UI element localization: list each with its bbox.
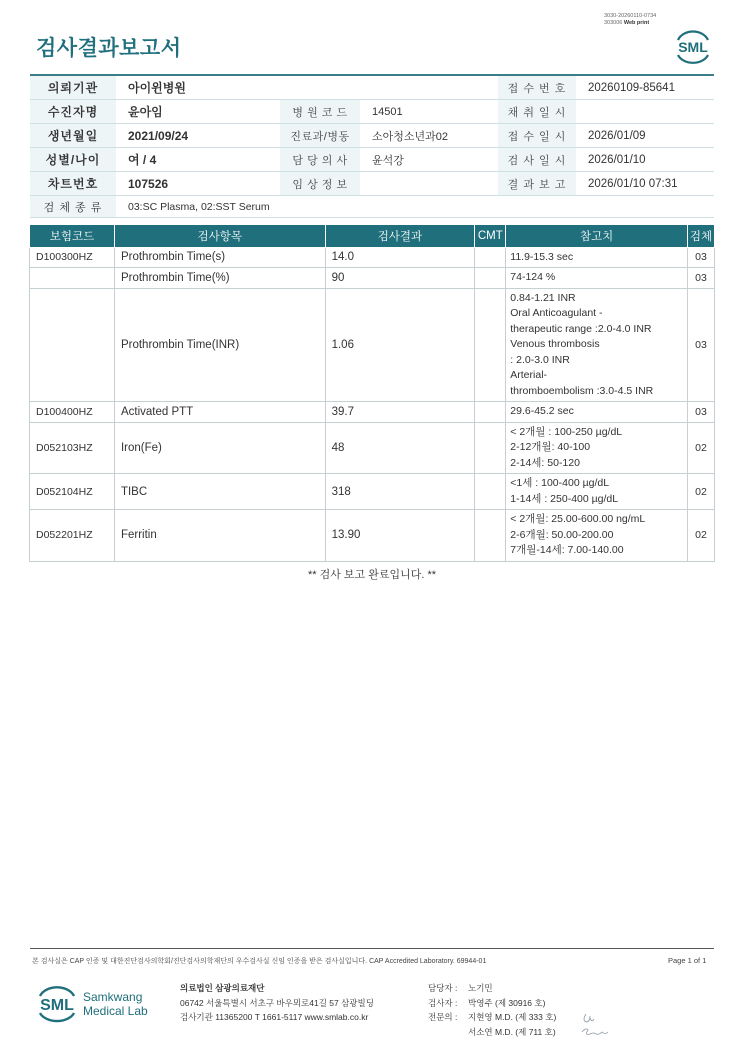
test-date-value: 2026/01/10 (588, 153, 646, 166)
specimen-code: 02 (688, 510, 715, 562)
column-header-test-item: 검사항목 (114, 225, 325, 247)
test-cmt (475, 422, 506, 474)
column-header-result: 검사결과 (325, 225, 475, 247)
insurance-code (30, 288, 115, 402)
info-row (30, 124, 714, 148)
patient-info-table (30, 74, 714, 218)
insurance-code: D100300HZ (30, 247, 115, 268)
reference-range: <1세 : 100-400 µg/dL 1-14세 : 250-400 µg/dL (506, 474, 688, 510)
receipt-date-label: 접 수 일 시 (498, 124, 576, 147)
info-label (280, 76, 360, 99)
test-name: Iron(Fe) (114, 422, 325, 474)
test-cmt (475, 510, 506, 562)
birth-date-label: 생년월일 (30, 124, 116, 147)
staff-line (428, 981, 556, 996)
department-value: 소아청소년과02 (372, 130, 448, 143)
staff-label: 담당자 : (428, 983, 458, 993)
sex-age-value: 여 / 4 (128, 153, 157, 167)
report-date-value: 2026/01/10 07:31 (588, 177, 678, 190)
physician-value: 윤석강 (372, 154, 404, 167)
signature-icon (578, 1010, 618, 1040)
specimen-code: 03 (688, 268, 715, 289)
column-header-insurance-code: 보험코드 (30, 225, 115, 247)
receipt-number-label: 접 수 번 호 (498, 76, 576, 99)
test-name: Prothrombin Time(%) (114, 268, 325, 289)
report-date-label: 결 과 보 고 (498, 172, 576, 195)
test-result: 39.7 (325, 402, 475, 423)
staff-info (428, 981, 556, 1039)
test-cmt (475, 474, 506, 510)
brand-name-line2: Medical Lab (83, 1004, 148, 1018)
insurance-code: D052104HZ (30, 474, 115, 510)
insurance-code (30, 268, 115, 289)
test-result: 318 (325, 474, 475, 510)
test-result: 1.06 (325, 288, 475, 402)
test-result: 13.90 (325, 510, 475, 562)
doc-code-line2 (604, 20, 656, 27)
specimen-type-label: 검 체 종 류 (30, 196, 116, 217)
specimen-type-value: 03:SC Plasma, 02:SST Serum (128, 200, 270, 213)
reference-range: 74-124 % (506, 268, 688, 289)
test-cmt (475, 268, 506, 289)
test-name: TIBC (114, 474, 325, 510)
chart-number-label: 차트번호 (30, 172, 116, 195)
test-name: Ferritin (114, 510, 325, 562)
sml-logo-text: SML (40, 997, 74, 1014)
test-cmt (475, 402, 506, 423)
staff-line (428, 996, 556, 1011)
table-row (30, 247, 715, 268)
info-row (30, 148, 714, 172)
info-row (30, 76, 714, 100)
table-header-row (30, 225, 715, 247)
specimen-code: 03 (688, 288, 715, 402)
staff-label: 전문의 : (428, 1012, 458, 1022)
samkwang-logo-icon (36, 980, 156, 1026)
insurance-code: D052103HZ (30, 422, 115, 474)
reference-range: 0.84-1.21 INR Oral Anticoagulant - therapeutic range :2.0-4.0 INR Venous thrombosis : 2.0-3.0 INR Arterial- thromboembolism :3.0-4.5 INR (506, 288, 688, 402)
clinical-info-label: 임 상 정 보 (280, 172, 360, 195)
specimen-code: 03 (688, 247, 715, 268)
organization-address: 06742 서울특별시 서초구 바우뫼로41길 57 삼광빌딩 (180, 997, 374, 1008)
staff-value: 서소연 M.D. (제 711 호) (468, 1026, 556, 1037)
web-print-label: Web print (623, 20, 650, 26)
test-cmt (475, 247, 506, 268)
sml-logo-text: SML (678, 39, 708, 55)
document-code (604, 13, 656, 27)
test-name: Prothrombin Time(s) (114, 247, 325, 268)
info-row (30, 196, 714, 218)
accreditation-note: 본 검사실은 CAP 인증 및 대한진단검사의학회/진단검사의학재단의 우수검사실 신임 인증을 받은 검사실입니다. CAP Accredited Laboratory. 69944-01 (32, 958, 487, 965)
results-table (29, 225, 715, 584)
footer-divider (30, 948, 714, 949)
page-number: Page 1 of 1 (668, 956, 707, 965)
staff-line (428, 1025, 556, 1040)
organization-name: 의료법인 삼광의료재단 (180, 983, 265, 993)
table-row (30, 474, 715, 510)
test-name: Activated PTT (114, 402, 325, 423)
test-result: 14.0 (325, 247, 475, 268)
test-result: 90 (325, 268, 475, 289)
receipt-date-value: 2026/01/09 (588, 129, 646, 142)
insurance-code: D052201HZ (30, 510, 115, 562)
test-cmt (475, 288, 506, 402)
test-name: Prothrombin Time(INR) (114, 288, 325, 402)
hospital-code-label: 병 원 코 드 (280, 100, 360, 123)
organization-info (180, 981, 374, 1025)
doc-code-line1: 3030-20260110-0734 (604, 13, 657, 19)
table-row (30, 268, 715, 289)
page-title: 검사결과보고서 (36, 37, 182, 60)
patient-name-label: 수진자명 (30, 100, 116, 123)
staff-line (428, 1010, 556, 1025)
staff-value: 박영주 (제 30916 호) (468, 997, 546, 1008)
reference-range: 29.6-45.2 sec (506, 402, 688, 423)
column-header-reference: 참고치 (506, 225, 688, 247)
specimen-code: 02 (688, 474, 715, 510)
sex-age-label: 성별/나이 (30, 148, 116, 171)
table-row (30, 288, 715, 402)
staff-value: 지현영 M.D. (제 333 호) (468, 1012, 557, 1022)
collection-date-label: 채 취 일 시 (498, 100, 576, 123)
table-row (30, 402, 715, 423)
receipt-number-value: 20260109-85641 (588, 81, 675, 94)
insurance-code: D100400HZ (30, 402, 115, 423)
staff-value: 노기민 (468, 983, 493, 993)
sml-logo-icon (672, 26, 714, 64)
column-header-specimen: 검체 (688, 225, 715, 247)
report-complete-note: ** 검사 보고 완료입니다. ** (307, 568, 437, 581)
specimen-code: 02 (688, 422, 715, 474)
reference-range: < 2개월 : 100-250 µg/dL 2-12개월: 40-100 2-14세: 50-120 (506, 422, 688, 474)
requesting-institution-value: 아이윈병원 (128, 81, 186, 95)
info-row (30, 172, 714, 196)
info-row (30, 100, 714, 124)
table-row (30, 510, 715, 562)
end-row (30, 561, 715, 584)
physician-label: 담 당 의 사 (280, 148, 360, 171)
test-result: 48 (325, 422, 475, 474)
staff-label: 검사자 : (428, 997, 458, 1008)
hospital-code-value: 14501 (372, 105, 403, 118)
doc-code-number: 303006 (604, 20, 623, 26)
specimen-code: 03 (688, 402, 715, 423)
test-date-label: 검 사 일 시 (498, 148, 576, 171)
column-header-cmt: CMT (475, 225, 506, 247)
brand-name-line1: Samkwang (83, 990, 143, 1004)
requesting-institution-label: 의뢰기관 (30, 76, 116, 99)
table-row (30, 422, 715, 474)
chart-number-value: 107526 (128, 176, 169, 191)
patient-name-value: 윤아임 (128, 105, 163, 119)
department-label: 진료과/병동 (280, 124, 360, 147)
birth-date-value: 2021/09/24 (128, 128, 189, 143)
reference-range: 11.9-15.3 sec (506, 247, 688, 268)
reference-range: < 2개월: 25.00-600.00 ng/mL 2-6개월: 50.00-200.00 7개월-14세: 7.00-140.00 (506, 510, 688, 562)
organization-contact: 검사기관 11365200 T 1661-5117 www.smlab.co.kr (180, 1012, 369, 1022)
